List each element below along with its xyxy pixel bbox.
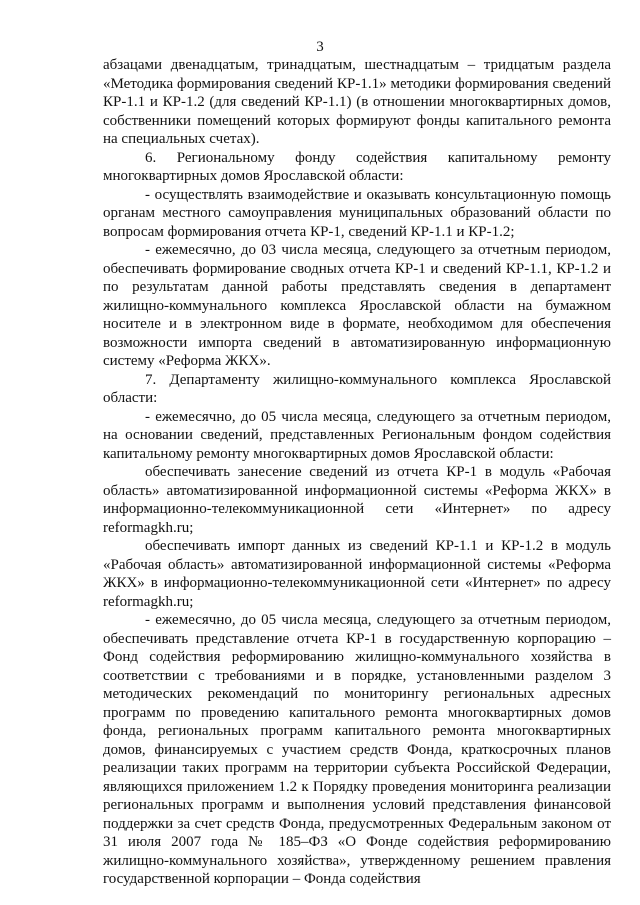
paragraph: - ежемесячно, до 05 числа месяца, следующего за отчетным периодом, обеспечивать представление отчета КР-1 в государственную корпорацию – Фонд содействия реформированию жилищно-коммунального хозяйства в соответствии с требованиями и в порядке, установленными разделом 3 методических рекомендаций по мониторингу региональных адресных программ по проведению капитального ремонта многоквартирных домов фонда, региональных программ капитального ремонта многоквартирных домов, финансируемых с участием средств Фонда, краткосрочных планов реализации таких программ на территории субъекта Российской Федерации, являющихся приложением 1.2 к Порядку проведения мониторинга реализации региональных программ и выполнения условий представления финансовой поддержки за счет средств Фонда, предусмотренных Федеральным законом от 31 июля 2007 года № 185–ФЗ «О Фонде содействия реформированию жилищно-коммунального хозяйства», утвержденному решением правления государственной корпорации – Фонда содействия — [103, 612, 611, 887]
paragraph: - осуществлять взаимодействие и оказывать консультационную помощь органам местного самоуправления муниципальных образований области по вопросам формирования отчета КР-1, сведений КР-1.1 и КР-1.2; — [103, 186, 611, 240]
paragraph: 6. Региональному фонду содействия капитальному ремонту многоквартирных домов Ярославской области: — [103, 149, 611, 184]
paragraph: обеспечивать импорт данных из сведений КР-1.1 и КР-1.2 в модуль «Рабочая область» автоматизированной информационной системы «Реформа ЖКХ» в информационно-телекоммуникационной сети «Интернет» по адресу reformagkh.ru; — [103, 538, 611, 610]
document-body — [103, 56, 611, 889]
paragraph: - ежемесячно, до 03 числа месяца, следующего за отчетным периодом, обеспечивать формирование сводных отчета КР-1 и сведений КР-1.1, КР-1.2 и по результатам данной работы представлять сведения в департамент жилищно-коммунального комплекса Ярославской области на бумажном носителе и в электронном виде в формате, необходимом для обеспечения возможности импорта сведений в автоматизированную информационную систему «Реформа ЖКХ». — [103, 242, 611, 369]
paragraph: 7. Департаменту жилищно-коммунального комплекса Ярославской области: — [103, 371, 611, 406]
page-number: 3 — [316, 39, 324, 55]
paragraph: - ежемесячно, до 05 числа месяца, следующего за отчетным периодом, на основании сведений, представленных Региональным фондом содействия капитальному ремонту многоквартирных домов Ярославской области: — [103, 408, 611, 462]
paragraph: обеспечивать занесение сведений из отчета КР-1 в модуль «Рабочая область» автоматизированной информационной системы «Реформа ЖКХ» в информационно-телекоммуникационной сети «Интернет» по адресу reformagkh.ru; — [103, 464, 611, 536]
paragraph: абзацами двенадцатым, тринадцатым, шестнадцатым – тридцатым раздела «Методика формирования сведений КР-1.1» методики формирования сведений КР-1.1 и КР-1.2 (для сведений КР-1.1) (в отношении многоквартирных домов, собственники помещений которых формируют фонды капитального ремонта на специальных счетах). — [103, 57, 611, 147]
